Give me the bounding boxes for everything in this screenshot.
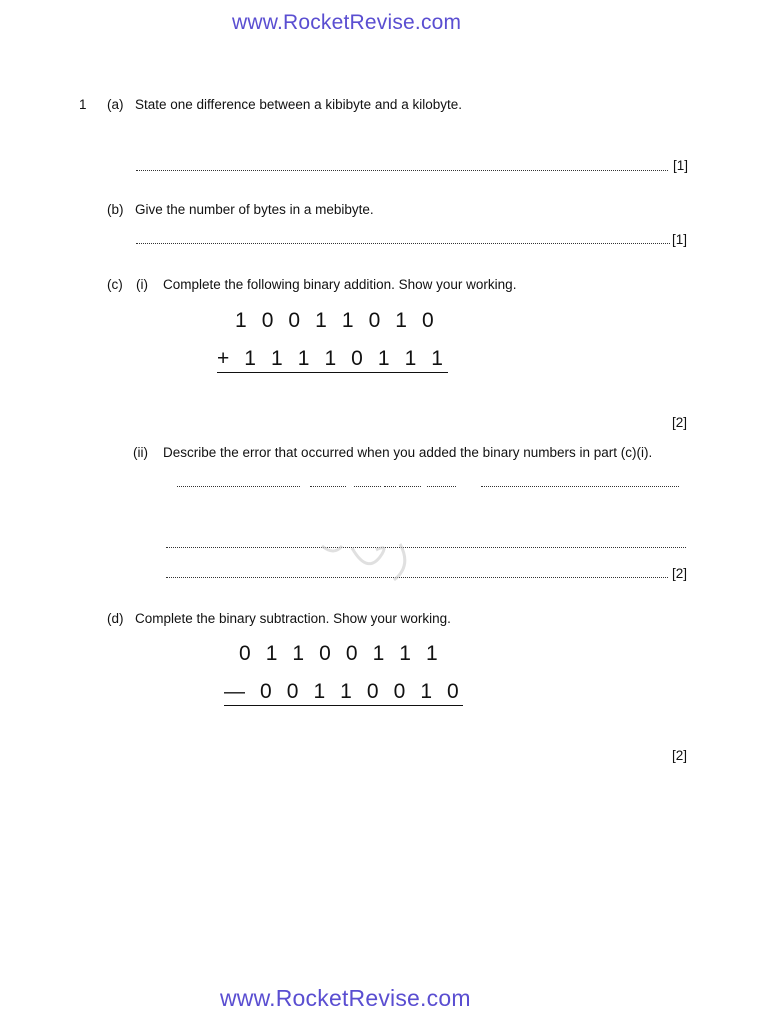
watermark-logo-icon [312,540,422,584]
subtraction-operand-2: — 0 0 1 1 0 0 1 0 [224,680,463,706]
answer-line-a[interactable] [136,170,668,171]
part-c-ii-prompt: Describe the error that occurred when you added the binary numbers in part (c)(i). [163,445,653,460]
answer-line-c-ii-1e[interactable] [399,486,421,487]
part-b-marks: [1] [672,232,688,247]
question-number: 1 [79,97,87,112]
answer-line-c-ii-1b[interactable] [310,486,346,487]
part-d-marks: [2] [672,748,688,763]
answer-line-c-ii-1c[interactable] [354,486,381,487]
part-a-label: (a) [107,97,124,112]
part-c-label: (c) [107,277,123,292]
part-d-label: (d) [107,611,124,626]
answer-line-b[interactable] [136,243,670,244]
part-c-ii-marks: [2] [672,566,688,581]
answer-line-c-ii-1g[interactable] [481,486,679,487]
part-b-prompt: Give the number of bytes in a mebibyte. [135,202,374,217]
part-b-label: (b) [107,202,124,217]
footer-url[interactable]: www.RocketRevise.com [220,985,471,1011]
part-a-prompt: State one difference between a kibibyte and a kilobyte. [135,97,462,112]
part-c-ii-label: (ii) [133,445,148,460]
answer-line-c-ii-1d[interactable] [384,486,396,487]
part-d-prompt: Complete the binary subtraction. Show your working. [135,611,451,626]
answer-line-c-ii-1f[interactable] [427,486,456,487]
answer-line-c-ii-2[interactable] [166,547,686,548]
subtraction-operand-1: 0 1 1 0 0 1 1 1 [239,642,443,665]
part-c-i-label: (i) [136,277,148,292]
answer-line-c-ii-1a[interactable] [177,486,300,487]
addition-operand-1: 1 0 0 1 1 0 1 0 [235,309,439,332]
part-c-i-marks: [2] [672,415,688,430]
part-a-marks: [1] [673,158,689,173]
header-url[interactable]: www.RocketRevise.com [232,11,462,34]
part-c-i-prompt: Complete the following binary addition. Show your working. [163,277,517,292]
addition-operand-2: + 1 1 1 1 0 1 1 1 [217,347,448,373]
